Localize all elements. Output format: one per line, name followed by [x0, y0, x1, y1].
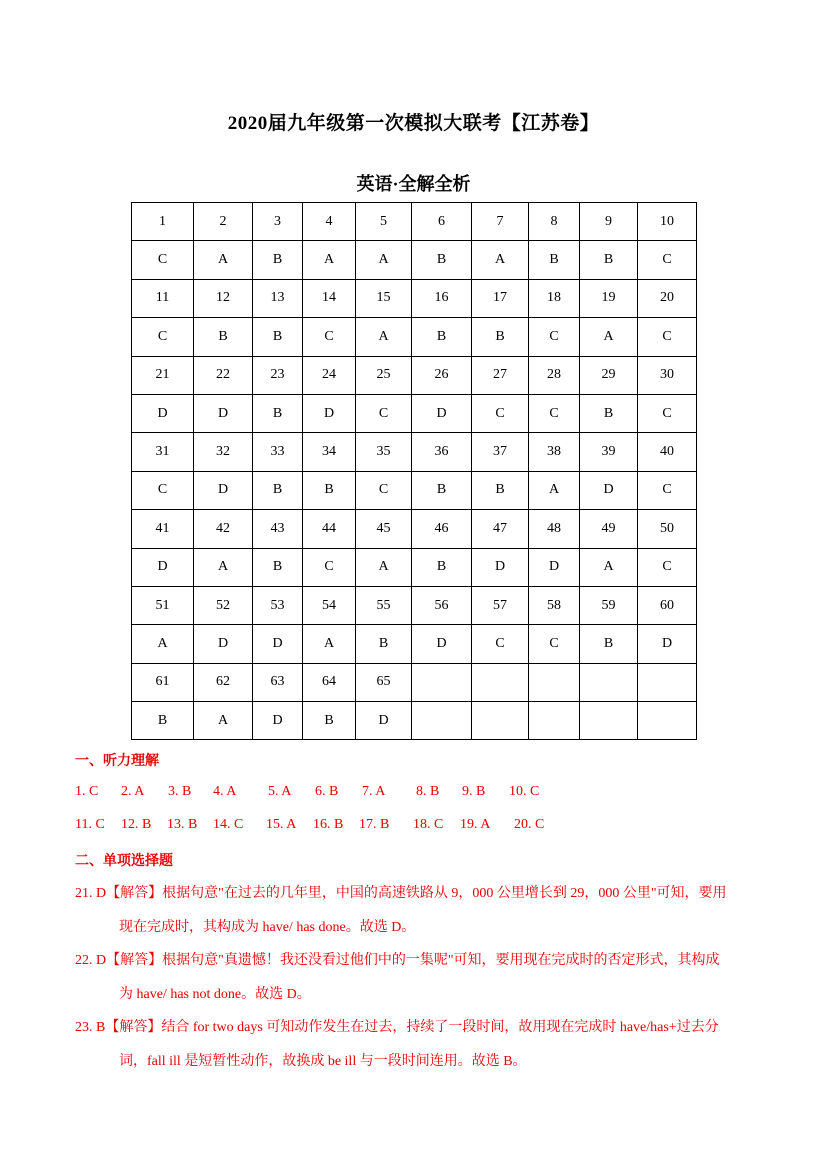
- table-row-numbers: [132, 279, 697, 317]
- table-cell: 43: [253, 510, 303, 548]
- table-cell: 34: [303, 433, 356, 471]
- listening-answer: 11. C: [75, 817, 105, 832]
- table-cell: B: [253, 394, 303, 432]
- table-cell: 10: [638, 203, 697, 241]
- table-cell: 51: [132, 586, 194, 624]
- table-cell: D: [132, 548, 194, 586]
- table-row-answers: [132, 394, 697, 432]
- listening-answer: 7. A: [362, 784, 386, 799]
- question-22-explanation: [75, 949, 755, 1003]
- listening-answer: 2. A: [121, 784, 145, 799]
- listening-answer: 9. B: [462, 784, 486, 799]
- table-cell: 48: [529, 510, 580, 548]
- table-cell: 11: [132, 279, 194, 317]
- listening-answer: 16. B: [313, 817, 344, 832]
- table-cell: 5: [356, 203, 412, 241]
- table-cell: 47: [472, 510, 529, 548]
- table-row-numbers: [132, 586, 697, 624]
- table-cell: C: [356, 471, 412, 509]
- table-row-answers: [132, 625, 697, 663]
- table-cell: A: [356, 241, 412, 279]
- table-cell: B: [580, 394, 638, 432]
- table-cell: D: [472, 548, 529, 586]
- table-cell: 3: [253, 203, 303, 241]
- table-cell: B: [580, 625, 638, 663]
- table-cell: A: [356, 318, 412, 356]
- table-cell: [580, 663, 638, 701]
- explanation-line: 22. D【解答】根据句意"真遗憾！我还没看过他们中的一集呢"可知，要用现在完成时的否定形式，其构成: [75, 953, 720, 968]
- table-cell: [412, 663, 472, 701]
- table-cell: D: [194, 394, 253, 432]
- question-23-explanation: [75, 1016, 755, 1070]
- table-cell: 22: [194, 356, 253, 394]
- table-cell: 27: [472, 356, 529, 394]
- table-cell: [638, 702, 697, 740]
- table-cell: [529, 702, 580, 740]
- table-cell: 25: [356, 356, 412, 394]
- listening-answer: 10. C: [509, 784, 540, 799]
- table-cell: 53: [253, 586, 303, 624]
- table-cell: D: [412, 394, 472, 432]
- table-row-answers: [132, 702, 697, 740]
- table-cell: 17: [472, 279, 529, 317]
- table-cell: B: [253, 548, 303, 586]
- table-cell: 31: [132, 433, 194, 471]
- table-row-numbers: [132, 663, 697, 701]
- table-cell: D: [194, 625, 253, 663]
- table-cell: 61: [132, 663, 194, 701]
- table-cell: 32: [194, 433, 253, 471]
- table-cell: [638, 663, 697, 701]
- table-cell: D: [412, 625, 472, 663]
- table-cell: A: [529, 471, 580, 509]
- table-cell: C: [638, 318, 697, 356]
- table-cell: C: [529, 318, 580, 356]
- table-cell: 42: [194, 510, 253, 548]
- question-21-explanation: [75, 882, 755, 936]
- table-cell: D: [638, 625, 697, 663]
- table-cell: [472, 663, 529, 701]
- listening-answer: 3. B: [168, 784, 192, 799]
- listening-answer: 14. C: [213, 817, 244, 832]
- table-cell: C: [303, 318, 356, 356]
- table-cell: B: [303, 702, 356, 740]
- table-cell: 39: [580, 433, 638, 471]
- table-cell: 57: [472, 586, 529, 624]
- table-cell: A: [194, 702, 253, 740]
- table-cell: B: [356, 625, 412, 663]
- table-cell: C: [638, 241, 697, 279]
- table-cell: A: [303, 625, 356, 663]
- table-cell: [529, 663, 580, 701]
- table-cell: 40: [638, 433, 697, 471]
- answer-table: [131, 202, 697, 740]
- listening-answer: 19. A: [460, 817, 491, 832]
- table-cell: A: [194, 241, 253, 279]
- table-cell: 38: [529, 433, 580, 471]
- table-cell: [580, 702, 638, 740]
- section-single-choice-heading: 二、单项选择题: [75, 853, 173, 869]
- table-cell: D: [529, 548, 580, 586]
- explanation-line: 词，fall ill 是短暂性动作，故换成 be ill 与一段时间连用。故选 B。: [119, 1054, 527, 1069]
- table-cell: D: [303, 394, 356, 432]
- explanation-line: 现在完成时，其构成为 have/ has done。故选 D。: [119, 920, 416, 935]
- listening-answer: 5. A: [268, 784, 292, 799]
- table-cell: 7: [472, 203, 529, 241]
- listening-answers-row-1: [75, 784, 539, 800]
- table-cell: 55: [356, 586, 412, 624]
- table-cell: 9: [580, 203, 638, 241]
- table-cell: D: [253, 625, 303, 663]
- table-cell: 60: [638, 586, 697, 624]
- table-cell: 50: [638, 510, 697, 548]
- listening-answer: 18. C: [413, 817, 444, 832]
- table-cell: A: [580, 318, 638, 356]
- table-cell: 59: [580, 586, 638, 624]
- table-cell: B: [412, 471, 472, 509]
- table-cell: 36: [412, 433, 472, 471]
- explanation-line: 23. B【解答】结合 for two days 可知动作发生在过去，持续了一段时间，故用现在完成时 have/has+过去分: [75, 1020, 719, 1035]
- table-row-answers: [132, 548, 697, 586]
- table-cell: 63: [253, 663, 303, 701]
- table-cell: C: [638, 471, 697, 509]
- table-cell: D: [253, 702, 303, 740]
- table-cell: A: [303, 241, 356, 279]
- table-cell: A: [356, 548, 412, 586]
- table-cell: 18: [529, 279, 580, 317]
- table-cell: 41: [132, 510, 194, 548]
- table-cell: B: [253, 241, 303, 279]
- table-cell: [412, 702, 472, 740]
- listening-answer: 4. A: [213, 784, 237, 799]
- table-cell: 33: [253, 433, 303, 471]
- table-cell: 14: [303, 279, 356, 317]
- table-row-answers: [132, 471, 697, 509]
- table-cell: 23: [253, 356, 303, 394]
- table-cell: 15: [356, 279, 412, 317]
- table-cell: B: [132, 702, 194, 740]
- table-cell: B: [412, 548, 472, 586]
- listening-answer: 12. B: [121, 817, 152, 832]
- table-row-numbers: [132, 203, 697, 241]
- table-cell: 2: [194, 203, 253, 241]
- listening-answer: 15. A: [266, 817, 297, 832]
- table-cell: B: [412, 318, 472, 356]
- page-subtitle: 英语·全解全析: [356, 174, 471, 194]
- table-cell: C: [472, 394, 529, 432]
- table-cell: 12: [194, 279, 253, 317]
- explanation-line: 为 have/ has not done。故选 D。: [119, 987, 311, 1002]
- table-cell: 49: [580, 510, 638, 548]
- table-cell: 52: [194, 586, 253, 624]
- table-cell: 21: [132, 356, 194, 394]
- table-cell: D: [356, 702, 412, 740]
- table-cell: B: [580, 241, 638, 279]
- table-cell: A: [132, 625, 194, 663]
- table-cell: B: [472, 318, 529, 356]
- table-row-answers: [132, 318, 697, 356]
- table-cell: B: [303, 471, 356, 509]
- listening-answer: 6. B: [315, 784, 339, 799]
- table-cell: 6: [412, 203, 472, 241]
- table-cell: 20: [638, 279, 697, 317]
- listening-answers-row-2: [75, 817, 544, 833]
- table-cell: B: [412, 241, 472, 279]
- table-cell: 58: [529, 586, 580, 624]
- table-cell: A: [472, 241, 529, 279]
- table-cell: B: [253, 318, 303, 356]
- table-cell: [472, 702, 529, 740]
- table-cell: C: [132, 318, 194, 356]
- listening-answer: 17. B: [359, 817, 390, 832]
- table-cell: 26: [412, 356, 472, 394]
- table-cell: 62: [194, 663, 253, 701]
- table-cell: A: [580, 548, 638, 586]
- table-row-numbers: [132, 356, 697, 394]
- table-cell: 19: [580, 279, 638, 317]
- table-cell: C: [132, 471, 194, 509]
- listening-answer: 8. B: [416, 784, 440, 799]
- table-cell: 8: [529, 203, 580, 241]
- table-cell: D: [132, 394, 194, 432]
- table-cell: 46: [412, 510, 472, 548]
- table-cell: B: [529, 241, 580, 279]
- table-cell: 54: [303, 586, 356, 624]
- table-cell: D: [194, 471, 253, 509]
- table-cell: 28: [529, 356, 580, 394]
- table-cell: C: [529, 394, 580, 432]
- table-cell: C: [529, 625, 580, 663]
- table-cell: B: [253, 471, 303, 509]
- table-cell: 35: [356, 433, 412, 471]
- table-cell: 64: [303, 663, 356, 701]
- table-cell: 65: [356, 663, 412, 701]
- table-cell: 1: [132, 203, 194, 241]
- table-cell: C: [356, 394, 412, 432]
- table-cell: 44: [303, 510, 356, 548]
- table-cell: B: [472, 471, 529, 509]
- listening-answer: 13. B: [167, 817, 198, 832]
- listening-answer: 20. C: [514, 817, 545, 832]
- table-cell: 16: [412, 279, 472, 317]
- table-cell: 24: [303, 356, 356, 394]
- explanation-line: 21. D【解答】根据句意"在过去的几年里，中国的高速铁路从 9，000 公里增长到 29，000 公里"可知，要用: [75, 886, 727, 901]
- table-cell: 4: [303, 203, 356, 241]
- table-cell: 56: [412, 586, 472, 624]
- table-cell: C: [303, 548, 356, 586]
- section-listening-heading: 一、听力理解: [75, 753, 159, 769]
- table-cell: B: [194, 318, 253, 356]
- table-cell: C: [472, 625, 529, 663]
- table-cell: C: [638, 548, 697, 586]
- table-cell: A: [194, 548, 253, 586]
- table-row-numbers: [132, 510, 697, 548]
- table-row-numbers: [132, 433, 697, 471]
- table-cell: 37: [472, 433, 529, 471]
- table-row-answers: [132, 241, 697, 279]
- table-cell: 45: [356, 510, 412, 548]
- table-cell: 30: [638, 356, 697, 394]
- table-cell: C: [132, 241, 194, 279]
- table-cell: 13: [253, 279, 303, 317]
- table-cell: D: [580, 471, 638, 509]
- table-cell: C: [638, 394, 697, 432]
- table-cell: 29: [580, 356, 638, 394]
- page-title: 2020届九年级第一次模拟大联考【江苏卷】: [227, 113, 600, 134]
- listening-answer: 1. C: [75, 784, 99, 799]
